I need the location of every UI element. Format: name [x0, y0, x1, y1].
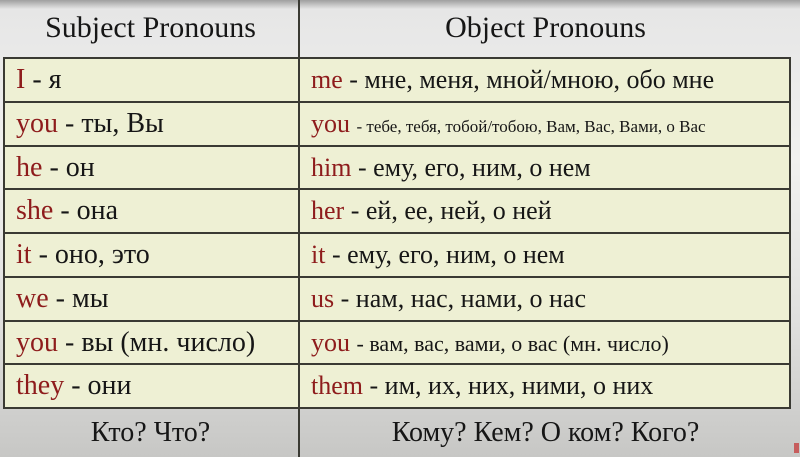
- object-cell-him: [300, 145, 791, 189]
- english-pronoun: you: [16, 107, 58, 139]
- english-pronoun: she: [16, 195, 54, 227]
- english-pronoun: us: [311, 283, 335, 313]
- russian-translation: - тебе, тебя, тобой/тобою, Вам, Вас, Вами, о Вас: [356, 116, 706, 136]
- subject-cell-I: [3, 57, 300, 101]
- subject-cell-he: [3, 145, 300, 189]
- subject-cell-you: [3, 101, 300, 145]
- russian-translation: - ему, его, ним, о нем: [357, 152, 591, 182]
- russian-translation: - ей, ее, ней, о ней: [350, 196, 552, 226]
- footer-subject-case-questions: [3, 407, 300, 457]
- footer-object-case-questions: [300, 407, 791, 457]
- russian-translation: - нам, нас, нами, о нас: [340, 283, 586, 313]
- pronouns-table: [3, 0, 791, 457]
- russian-translation: - оно, это: [38, 239, 150, 270]
- english-pronoun: it: [311, 240, 326, 269]
- object-cell-you: [300, 101, 791, 145]
- column-header-subject-pronouns: [3, 0, 300, 57]
- russian-translation: - вам, вас, вами, о вас (мн. число): [356, 330, 669, 356]
- russian-translation: - ему, его, ним, о нем: [331, 240, 565, 269]
- english-pronoun: you: [16, 326, 58, 358]
- english-pronoun: it: [16, 239, 32, 270]
- russian-translation: - они: [71, 370, 132, 402]
- russian-translation: - им, их, них, ними, о них: [369, 371, 654, 401]
- english-pronoun: I: [16, 64, 26, 95]
- russian-translation: - я: [32, 64, 62, 95]
- video-overlay-red-artifact: [794, 443, 799, 453]
- object-cell-her: [300, 188, 791, 232]
- subject-cell-they: [3, 363, 300, 407]
- case-questions-label: Кто? Что?: [90, 417, 211, 448]
- object-cell-you-plural: [300, 320, 791, 364]
- subject-cell-you-plural: [3, 320, 300, 364]
- subject-cell-it: [3, 232, 300, 276]
- english-pronoun: you: [311, 327, 350, 357]
- russian-translation: - она: [60, 195, 119, 227]
- header-label: Object Pronouns: [445, 11, 646, 44]
- english-pronoun: them: [311, 371, 363, 401]
- english-pronoun: you: [311, 108, 350, 138]
- object-cell-us: [300, 276, 791, 320]
- russian-translation: - мне, меня, мной/мною, обо мне: [349, 65, 715, 94]
- column-header-object-pronouns: [300, 0, 791, 57]
- english-pronoun: her: [311, 196, 345, 226]
- object-cell-me: [300, 57, 791, 101]
- subject-cell-we: [3, 276, 300, 320]
- subject-cell-she: [3, 188, 300, 232]
- header-label: Subject Pronouns: [45, 11, 256, 44]
- english-pronoun: him: [311, 152, 352, 182]
- english-pronoun: they: [16, 370, 65, 402]
- case-questions-label: Кому? Кем? О ком? Кого?: [391, 417, 700, 448]
- russian-translation: - он: [49, 151, 95, 183]
- english-pronoun: he: [16, 151, 43, 183]
- object-cell-it: [300, 232, 791, 276]
- russian-translation: - вы (мн. число): [65, 326, 256, 358]
- russian-translation: - ты, Вы: [65, 107, 164, 139]
- english-pronoun: me: [311, 65, 343, 94]
- english-pronoun: we: [16, 282, 49, 314]
- russian-translation: - мы: [55, 282, 109, 314]
- object-cell-them: [300, 363, 791, 407]
